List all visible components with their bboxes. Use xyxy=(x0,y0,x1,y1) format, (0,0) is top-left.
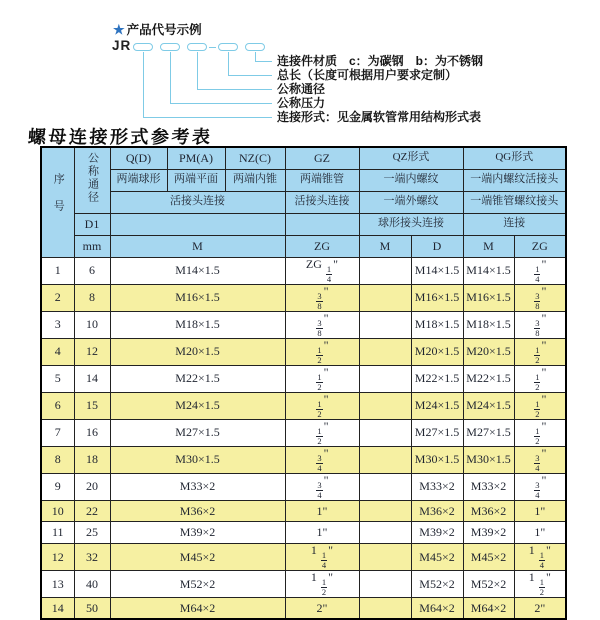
qz-d-cell: M33×2 xyxy=(411,473,463,500)
dn-cell: 10 xyxy=(74,311,110,338)
connector-line xyxy=(170,52,171,103)
table-row xyxy=(41,570,566,597)
qz-d-cell: M20×1.5 xyxy=(411,338,463,365)
fraction: $\frac{1}{4}$ xyxy=(539,549,544,571)
gz-zg-cell: $\frac{1}{2}$ " xyxy=(285,419,359,446)
dn-cell: 6 xyxy=(74,257,110,284)
qg-zg-cell: $\frac{1}{2}$ " xyxy=(514,419,566,446)
header-qg-zg: ZG xyxy=(514,235,566,257)
m-value-cell: M36×2 xyxy=(110,500,285,522)
connector-line xyxy=(170,103,272,104)
qz-m-cell xyxy=(359,543,411,570)
qg-zg-cell: $\frac{3}{4}$ " xyxy=(514,473,566,500)
header-qg-conn: 连接 xyxy=(463,213,566,235)
connector-line xyxy=(255,52,256,61)
qz-m-cell xyxy=(359,570,411,597)
connector-line xyxy=(228,75,272,76)
qg-zg-cell: $\frac{1}{2}$ " xyxy=(514,392,566,419)
header-blank xyxy=(285,213,359,235)
callout-total-length: 总长（长度可根据用户要求定制） xyxy=(277,68,458,82)
qz-d-cell: M27×1.5 xyxy=(411,419,463,446)
qg-zg-cell: 1 $\frac{1}{4}$ " xyxy=(514,543,566,570)
header-zg-label: ZG xyxy=(285,235,359,257)
m-value-cell: M52×2 xyxy=(110,570,285,597)
qz-m-cell xyxy=(359,446,411,473)
qg-zg-cell: $\frac{3}{8}$ " xyxy=(514,311,566,338)
qz-m-cell xyxy=(359,500,411,522)
dn-cell: 12 xyxy=(74,338,110,365)
header-qg-desc1: 一端内螺纹活接头 xyxy=(463,169,566,191)
callout-nominal-pressure: 公称压力 xyxy=(277,96,326,110)
star-icon: ★ xyxy=(113,22,125,37)
header-gz-conn: 活接头连接 xyxy=(285,191,359,213)
table-title: 螺母连接形式参考表 xyxy=(27,127,213,147)
header-col-qg: QG形式 xyxy=(463,147,566,169)
m-value-cell: M64×2 xyxy=(110,597,285,619)
qg-zg-cell: 1" xyxy=(514,522,566,544)
fraction: $\frac{1}{2}$ xyxy=(317,425,322,446)
gz-zg-cell: $\frac{3}{8}$ " xyxy=(285,311,359,338)
dn-cell: 40 xyxy=(74,570,110,597)
diagram-title: 产品代号示例 xyxy=(126,23,202,37)
table-header xyxy=(41,147,566,257)
fraction: $\frac{3}{8}$ xyxy=(535,317,540,338)
fraction: $\frac{3}{4}$ xyxy=(317,479,322,500)
fraction: $\frac{1}{2}$ xyxy=(317,344,322,365)
gz-zg-cell: 1 $\frac{1}{4}$ " xyxy=(285,543,359,570)
fraction: $\frac{1}{4}$ xyxy=(321,549,327,571)
qg-zg-cell: $\frac{3}{8}$ " xyxy=(514,284,566,311)
fraction: $\frac{1}{2}$ xyxy=(535,344,540,365)
dn-cell: 32 xyxy=(74,543,110,570)
fraction: $\frac{1}{2}$ xyxy=(535,425,540,446)
qg-zg-cell: 1" xyxy=(514,500,566,522)
code-box-1 xyxy=(133,43,153,51)
qz-m-cell xyxy=(359,473,411,500)
qg-zg-cell: 2" xyxy=(514,597,566,619)
seq-cell: 13 xyxy=(41,570,74,597)
gz-zg-cell: 1" xyxy=(285,522,359,544)
header-qz-desc2: 一端外螺纹 xyxy=(359,191,463,213)
qg-m-cell: M24×1.5 xyxy=(463,392,514,419)
fraction: $\frac{3}{4}$ xyxy=(317,452,322,473)
qz-m-cell xyxy=(359,392,411,419)
qg-zg-cell: $\frac{1}{4}$ " xyxy=(514,257,566,284)
qz-m-cell xyxy=(359,419,411,446)
table-row xyxy=(41,365,566,392)
qz-d-cell: M52×2 xyxy=(411,570,463,597)
seq-cell: 5 xyxy=(41,365,74,392)
gz-zg-cell: $\frac{3}{4}$ " xyxy=(285,473,359,500)
qg-m-cell: M33×2 xyxy=(463,473,514,500)
gz-zg-cell: ZG $\frac{1}{4}$ " xyxy=(285,257,359,284)
seq-cell: 1 xyxy=(41,257,74,284)
table-row xyxy=(41,446,566,473)
qz-m-cell xyxy=(359,338,411,365)
qz-d-cell: M16×1.5 xyxy=(411,284,463,311)
connector-line xyxy=(143,117,272,118)
qz-m-cell xyxy=(359,284,411,311)
callout-material: 连接件材质 c：为碳钢 b：为不锈钢 xyxy=(277,54,484,68)
qg-zg-cell: $\frac{3}{4}$ " xyxy=(514,446,566,473)
connector-line xyxy=(197,89,272,90)
header-col-gz: GZ xyxy=(285,147,359,169)
qz-m-cell xyxy=(359,311,411,338)
seq-cell: 12 xyxy=(41,543,74,570)
fraction: $\frac{1}{4}$ xyxy=(535,263,540,284)
qg-zg-cell: 1 $\frac{1}{2}$ " xyxy=(514,570,566,597)
seq-cell: 9 xyxy=(41,473,74,500)
table-row xyxy=(41,284,566,311)
seq-cell: 8 xyxy=(41,446,74,473)
header-nz-desc: 两端内锥 xyxy=(225,169,285,191)
fraction: $\frac{3}{4}$ xyxy=(535,479,540,500)
table-body xyxy=(41,257,566,619)
qz-m-cell xyxy=(359,522,411,544)
fraction: $\frac{3}{8}$ xyxy=(535,290,540,311)
qg-m-cell: M27×1.5 xyxy=(463,419,514,446)
table-row xyxy=(41,597,566,619)
m-value-cell: M45×2 xyxy=(110,543,285,570)
seq-cell: 4 xyxy=(41,338,74,365)
code-box-5 xyxy=(245,43,265,51)
dn-cell: 8 xyxy=(74,284,110,311)
header-mm: mm xyxy=(74,235,110,257)
qg-m-cell: M30×1.5 xyxy=(463,446,514,473)
fraction: $\frac{1}{2}$ xyxy=(535,371,540,392)
table-row xyxy=(41,543,566,570)
table-row xyxy=(41,522,566,544)
qz-d-cell: M45×2 xyxy=(411,543,463,570)
diagram-heading xyxy=(113,20,202,38)
qz-d-cell: M22×1.5 xyxy=(411,365,463,392)
qz-d-cell: M30×1.5 xyxy=(411,446,463,473)
dn-cell: 20 xyxy=(74,473,110,500)
header-pm-desc: 两端平面 xyxy=(167,169,225,191)
table-row xyxy=(41,311,566,338)
seq-cell: 11 xyxy=(41,522,74,544)
header-qz-m: M xyxy=(359,235,411,257)
code-dash xyxy=(209,47,216,48)
table-row xyxy=(41,338,566,365)
fraction: $\frac{3}{8}$ xyxy=(317,290,322,311)
m-value-cell: M39×2 xyxy=(110,522,285,544)
fraction: $\frac{1}{2}$ xyxy=(317,371,322,392)
qg-m-cell: M14×1.5 xyxy=(463,257,514,284)
qg-m-cell: M52×2 xyxy=(463,570,514,597)
qg-m-cell: M64×2 xyxy=(463,597,514,619)
code-box-4 xyxy=(218,43,238,51)
qg-zg-cell: $\frac{1}{2}$ " xyxy=(514,365,566,392)
header-blank xyxy=(110,213,285,235)
dn-cell: 25 xyxy=(74,522,110,544)
header-dn: 公称通径 xyxy=(74,147,110,213)
fraction: $\frac{3}{8}$ xyxy=(317,317,322,338)
qz-d-cell: M18×1.5 xyxy=(411,311,463,338)
m-value-cell: M33×2 xyxy=(110,473,285,500)
qz-d-cell: M36×2 xyxy=(411,500,463,522)
connector-line xyxy=(255,61,272,62)
m-value-cell: M18×1.5 xyxy=(110,311,285,338)
fraction: $\frac{1}{2}$ xyxy=(535,398,540,419)
dn-cell: 50 xyxy=(74,597,110,619)
qg-m-cell: M45×2 xyxy=(463,543,514,570)
gz-zg-cell: 1 $\frac{1}{2}$ " xyxy=(285,570,359,597)
header-d1: D1 xyxy=(74,213,110,235)
gz-zg-cell: 1" xyxy=(285,500,359,522)
qz-m-cell xyxy=(359,597,411,619)
qz-m-cell xyxy=(359,257,411,284)
m-value-cell: M27×1.5 xyxy=(110,419,285,446)
qz-d-cell: M39×2 xyxy=(411,522,463,544)
qg-m-cell: M18×1.5 xyxy=(463,311,514,338)
product-code-prefix: JR xyxy=(112,38,132,53)
qg-m-cell: M22×1.5 xyxy=(463,365,514,392)
header-col-nz: NZ(C) xyxy=(225,147,285,169)
gz-zg-cell: $\frac{1}{2}$ " xyxy=(285,392,359,419)
header-col-qz: QZ形式 xyxy=(359,147,463,169)
code-box-3 xyxy=(187,43,207,51)
connector-line xyxy=(143,52,144,117)
dn-cell: 14 xyxy=(74,365,110,392)
gz-zg-cell: $\frac{3}{4}$ " xyxy=(285,446,359,473)
fraction: $\frac{1}{2}$ xyxy=(317,398,322,419)
qz-m-cell xyxy=(359,365,411,392)
connector-line xyxy=(228,52,229,75)
fraction: $\frac{3}{4}$ xyxy=(535,452,540,473)
gz-zg-cell: $\frac{3}{8}$ " xyxy=(285,284,359,311)
qg-m-cell: M39×2 xyxy=(463,522,514,544)
header-seq: 序号 xyxy=(41,147,74,257)
seq-cell: 14 xyxy=(41,597,74,619)
header-qz-d: D xyxy=(411,235,463,257)
dn-cell: 16 xyxy=(74,419,110,446)
m-value-cell: M30×1.5 xyxy=(110,446,285,473)
nut-connection-table xyxy=(40,146,567,620)
gz-zg-cell: 2" xyxy=(285,597,359,619)
qg-m-cell: M36×2 xyxy=(463,500,514,522)
table-row xyxy=(41,257,566,284)
header-qz-conn: 球形接头连接 xyxy=(359,213,463,235)
callout-connection-form: 连接形式：见金属软管常用结构形式表 xyxy=(277,110,482,124)
m-value-cell: M22×1.5 xyxy=(110,365,285,392)
header-qz-desc1: 一端内螺纹 xyxy=(359,169,463,191)
m-value-cell: M24×1.5 xyxy=(110,392,285,419)
dn-cell: 15 xyxy=(74,392,110,419)
m-value-cell: M20×1.5 xyxy=(110,338,285,365)
seq-cell: 3 xyxy=(41,311,74,338)
header-m-label: M xyxy=(110,235,285,257)
m-value-cell: M16×1.5 xyxy=(110,284,285,311)
header-col-q: Q(D) xyxy=(110,147,167,169)
seq-cell: 10 xyxy=(41,500,74,522)
seq-cell: 2 xyxy=(41,284,74,311)
table-row xyxy=(41,419,566,446)
seq-cell: 7 xyxy=(41,419,74,446)
header-col-pm: PM(A) xyxy=(167,147,225,169)
seq-cell: 6 xyxy=(41,392,74,419)
qg-m-cell: M20×1.5 xyxy=(463,338,514,365)
header-left-conn: 活接头连接 xyxy=(110,191,285,213)
table-row xyxy=(41,500,566,522)
fraction: $\frac{1}{2}$ xyxy=(539,576,544,598)
callout-nominal-diameter: 公称通径 xyxy=(277,82,326,96)
qz-d-cell: M14×1.5 xyxy=(411,257,463,284)
gz-zg-cell: $\frac{1}{2}$ " xyxy=(285,365,359,392)
dn-cell: 18 xyxy=(74,446,110,473)
qg-zg-cell: $\frac{1}{2}$ " xyxy=(514,338,566,365)
qz-d-cell: M24×1.5 xyxy=(411,392,463,419)
table-row xyxy=(41,392,566,419)
gz-zg-cell: $\frac{1}{2}$ " xyxy=(285,338,359,365)
table-row xyxy=(41,473,566,500)
fraction: $\frac{1}{2}$ xyxy=(321,576,327,598)
connector-line xyxy=(197,52,198,89)
qg-m-cell: M16×1.5 xyxy=(463,284,514,311)
header-qg-desc2: 一端锥管螺纹接头 xyxy=(463,191,566,213)
fraction: $\frac{1}{4}$ xyxy=(326,263,332,284)
header-qg-m: M xyxy=(463,235,514,257)
header-q-desc: 两端球形 xyxy=(110,169,167,191)
header-gz-desc: 两端锥管 xyxy=(285,169,359,191)
code-box-2 xyxy=(160,43,180,51)
qz-d-cell: M64×2 xyxy=(411,597,463,619)
dn-cell: 22 xyxy=(74,500,110,522)
m-value-cell: M14×1.5 xyxy=(110,257,285,284)
